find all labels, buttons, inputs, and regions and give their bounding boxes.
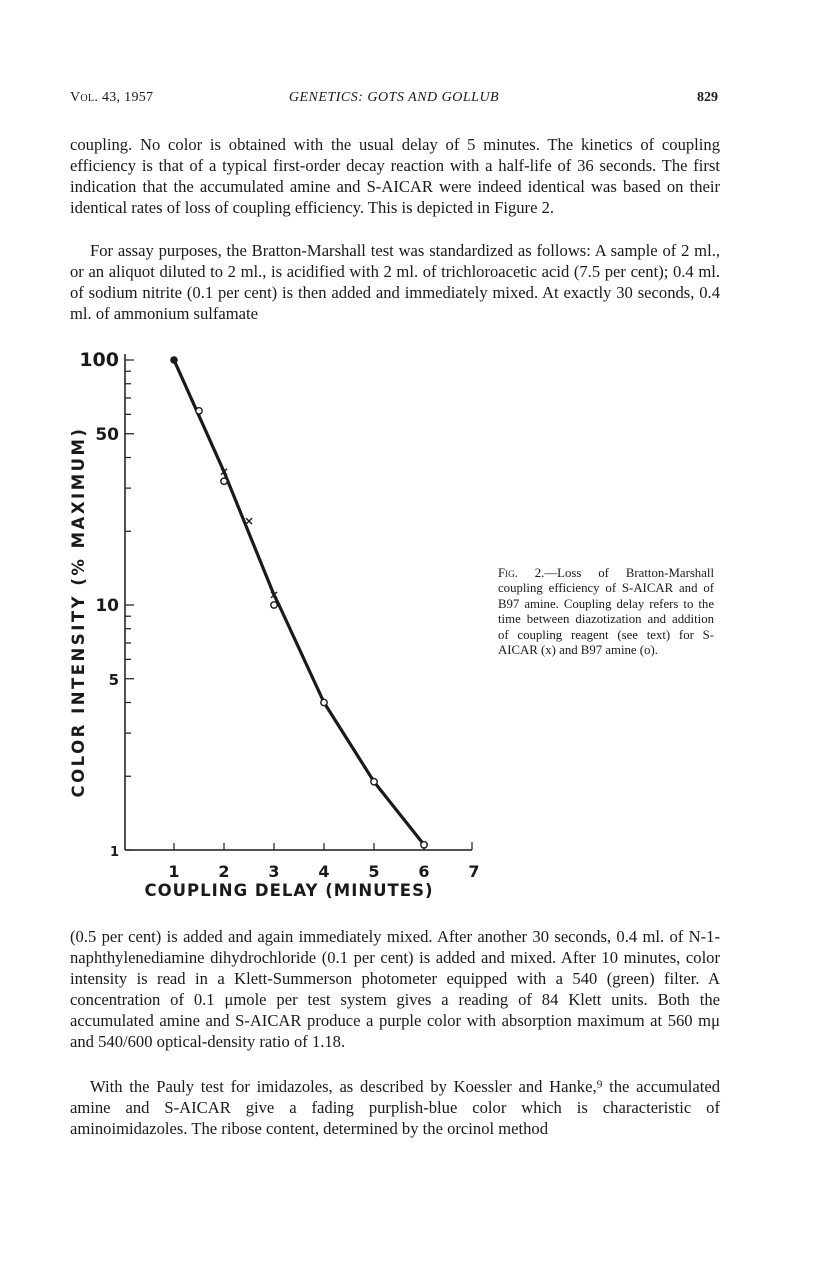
volume-info: Vol. 43, 1957 [70, 90, 154, 105]
x-tick-label-7: 7 [468, 862, 480, 881]
paragraph-2: For assay purposes, the Bratton-Marshall test was standardized as follows: A sample of 2 ml., or an aliquot diluted to 2 ml., is acidified with 2 ml. of trichloroacetic acid (7.5 per cent); 0.4 ml. of sodium nitrite (0.1 per cent) is then added and immediately mixed. At exactly 30 seconds, 0.4 ml. of ammonium sulfamate [70, 241, 720, 324]
b97-amine-point-1 [221, 478, 227, 484]
caption-label: Fig. 2. [498, 566, 545, 580]
page-number: 829 [697, 90, 718, 105]
b97-amine-point-5 [421, 842, 427, 848]
y-tick-label-10: 10 [95, 596, 119, 616]
paragraph-4: With the Pauly test for imidazoles, as described by Koessler and Hanke,⁹ the accumulated amine and S-AICAR give a fading purplish-blue color which is characteristic of aminoimidazoles. The ribose content, determined by the orcinol method [70, 1077, 720, 1139]
paragraph-3: (0.5 per cent) is added and again immediately mixed. After another 30 seconds, 0.4 ml. of N-1-naphthylenediamine dihydrochloride (0.1 per cent) is added and mixed. After 10 minutes, color intensity is read in a Klett-Summerson photometer equipped with a 540 (green) filter. A concentration of 0.1 μmole per test system gives a reading of 84 Klett units. Both the accumulated amine and S-AICAR produce a purple color with absorption maximum at 560 mμ and 540/600 optical-density ratio of 1.18. [70, 927, 720, 1052]
paragraph-1: coupling. No color is obtained with the usual delay of 5 minutes. The kinetics of coupling efficiency is that of a typical first-order decay reaction with a half-life of 36 seconds. The first indication that the accumulated amine and S-AICAR were indeed identical was based on their identical rates of loss of coupling efficiency. This is depicted in Figure 2. [70, 135, 720, 218]
decay-curve [170, 356, 424, 845]
figure-caption [498, 566, 714, 658]
x-tick-label-6: 6 [418, 862, 430, 881]
x-tick-label-2: 2 [218, 862, 230, 881]
chart-axes [125, 354, 472, 850]
b97-amine-point-4 [371, 779, 377, 785]
b97-amine-point-0 [196, 408, 202, 414]
x-tick-label-4: 4 [318, 862, 330, 881]
x-tick-label-5: 5 [368, 862, 380, 881]
axis-labels [69, 349, 480, 900]
decay-curve-line [174, 360, 424, 845]
b97-amine-point-2 [271, 602, 277, 608]
x-tick-label-1: 1 [168, 862, 180, 881]
curve-start-point [170, 356, 178, 364]
y-tick-label-1: 1 [109, 845, 119, 860]
caption-text: —Loss of Bratton-Marshall coupling efficiency of S-AICAR and of B97 amine. Coupling delay refers to the time between diazotization and addition of coupling reagent (see text) for S-AICAR (x) and B97 amine (o). [498, 566, 714, 658]
journal-title: GENETICS: GOTS AND GOLLUB [288, 90, 500, 105]
x-tick-label-3: 3 [268, 862, 280, 881]
b97-amine-point-3 [321, 699, 327, 705]
x-axis-title: COUPLING DELAY (MINUTES) [144, 881, 434, 900]
y-tick-label-100: 100 [79, 349, 119, 371]
y-tick-label-5: 5 [108, 670, 119, 689]
data-markers [196, 408, 427, 848]
y-axis-title: COLOR INTENSITY (% MAXIMUM) [69, 426, 88, 798]
s-aicar-point-1 [246, 518, 252, 524]
y-tick-label-50: 50 [95, 424, 119, 445]
